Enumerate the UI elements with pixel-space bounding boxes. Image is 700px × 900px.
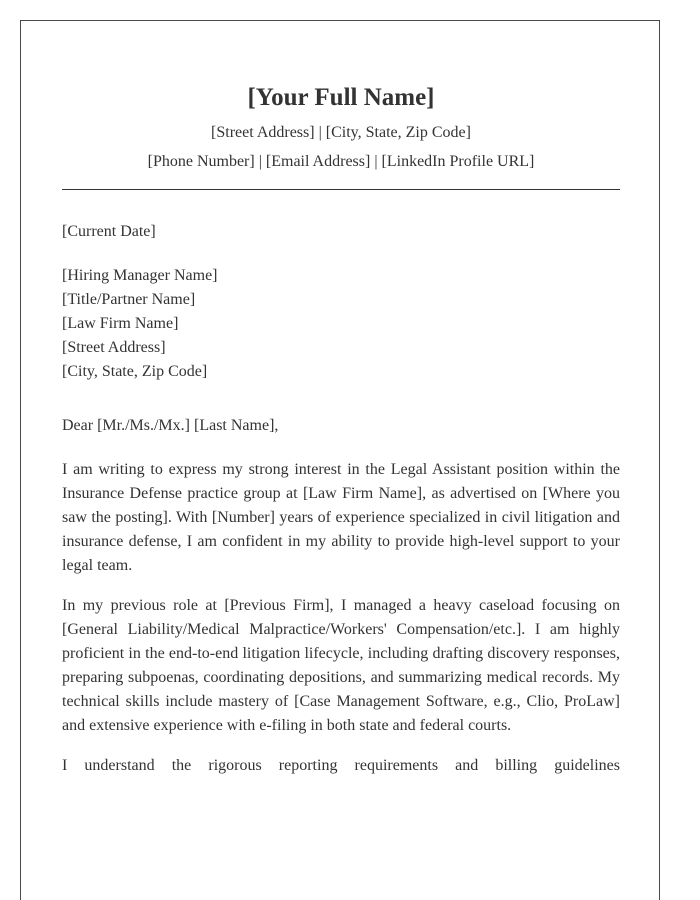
sender-address: [Street Address] | [City, State, Zip Code] — [211, 124, 471, 141]
recipient-block — [62, 264, 620, 384]
letter-date: [Current Date] — [62, 223, 156, 240]
body-paragraph: I am writing to express my strong interest in the Legal Assistant position within the Insurance Defense practice group at [Law Firm Name], as advertised on [Where you saw the posting]. With [Number] years of experience specialized in civil litigation and insurance defense, I am confident in my ability to provide high-level support to your legal team. — [62, 461, 620, 574]
recipient-title: [Title/Partner Name] — [62, 291, 196, 308]
sender-name: [Your Full Name] — [247, 84, 435, 111]
header-divider — [62, 189, 620, 190]
sender-contact: [Phone Number] | [Email Address] | [LinkedIn Profile URL] — [147, 153, 535, 170]
body-paragraph: I understand the rigorous reporting requirements and billing guidelines — [62, 757, 620, 774]
body-paragraph: In my previous role at [Previous Firm], I managed a heavy caseload focusing on [General Liability/Medical Malpractice/Workers' Compensation/etc.]. I am highly proficient in the end-to-end litigation lifecycle, including drafting discovery responses, preparing subpoenas, coordinating depositions, and summarizing medical records. My technical skills include mastery of [Case Management Software, e.g., Clio, ProLaw] and extensive experience with e-filing in both state and federal courts. — [62, 597, 620, 734]
letter-content — [62, 21, 620, 794]
recipient-street: [Street Address] — [62, 339, 166, 356]
recipient-city: [City, State, Zip Code] — [62, 363, 208, 380]
recipient-name: [Hiring Manager Name] — [62, 267, 218, 284]
recipient-firm: [Law Firm Name] — [62, 315, 179, 332]
salutation: Dear [Mr./Ms./Mx.] [Last Name], — [62, 417, 279, 434]
letter-page — [20, 20, 660, 900]
